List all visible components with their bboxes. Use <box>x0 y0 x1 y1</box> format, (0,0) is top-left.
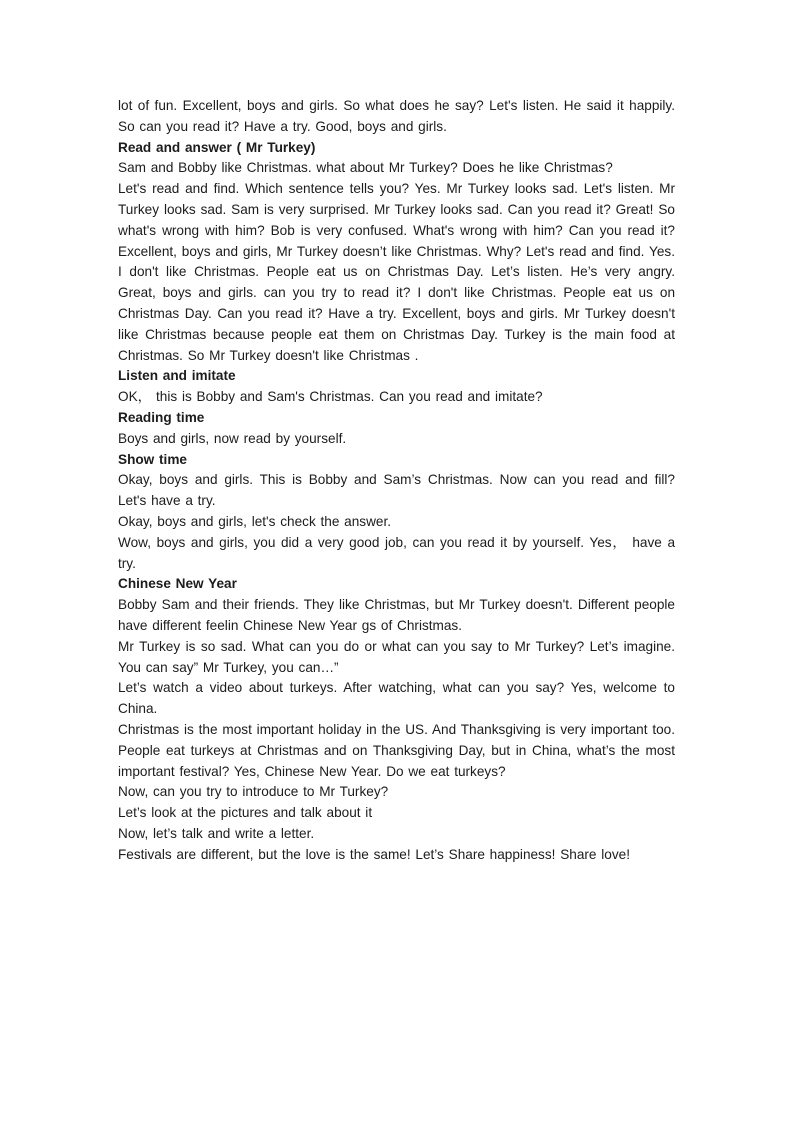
document-content <box>118 96 675 865</box>
paragraph: lot of fun. Excellent, boys and girls. So what does he say? Let's listen. He said it happily. So can you read it? Have a try. Good, boys and girls. <box>118 98 675 134</box>
paragraph: Boys and girls, now read by yourself. <box>118 430 347 446</box>
paragraph: Festivals are different, but the love is the same! Let’s Share happiness! Share love! <box>118 846 630 862</box>
paragraph: Now, can you try to introduce to Mr Turkey? <box>118 784 389 800</box>
paragraph: Sam and Bobby like Christmas. what about Mr Turkey? Does he like Christmas? <box>118 160 613 176</box>
paragraph: Bobby Sam and their friends. They like Christmas, but Mr Turkey doesn't. Different people have different feelin Chinese New Year gs of Christmas. <box>118 597 675 633</box>
paragraph: OK， this is Bobby and Sam's Christmas. Can you read and imitate? <box>118 389 543 405</box>
paragraph: Let’s watch a video about turkeys. After watching, what can you say? Yes, welcome to China. <box>118 680 675 717</box>
section-heading: Listen and imitate <box>118 368 236 384</box>
section-heading: Show time <box>118 451 187 467</box>
section-heading: Read and answer ( Mr Turkey) <box>118 139 316 155</box>
paragraph: Let’s look at the pictures and talk about it <box>118 805 373 821</box>
paragraph: Wow, boys and girls, you did a very good job, can you read it by yourself. Yes， have a try. <box>118 534 675 571</box>
paragraph: Okay, boys and girls. This is Bobby and Sam’s Christmas. Now can you read and fill? Let's have a try. <box>118 472 675 509</box>
paragraph: Christmas is the most important holiday in the US. And Thanksgiving is very important too. People eat turkeys at Christmas and on Thanksgiving Day, but in China, what’s the most important festival? Yes, Chinese New Year. Do we eat turkeys? <box>118 721 675 779</box>
paragraph: Okay, boys and girls, let's check the answer. <box>118 513 392 529</box>
section-heading: Reading time <box>118 409 205 425</box>
paragraph: Mr Turkey is so sad. What can you do or what can you say to Mr Turkey? Let’s imagine. You can say” Mr Turkey, you can…” <box>118 638 675 675</box>
paragraph: Now, let’s talk and write a letter. <box>118 825 315 841</box>
section-heading: Chinese New Year <box>118 576 237 592</box>
paragraph: Let's read and find. Which sentence tells you? Yes. Mr Turkey looks sad. Let's listen. Mr Turkey looks sad. Sam is very surprised. Mr Turkey looks sad. Can you read it? Great! So what's wrong with him? Bob is very confused. What's wrong with him? Can you read it? Excellent, boys and girls, Mr Turkey doesn’t like Christmas. Why? Let's read and find. Yes. I don't like Christmas. People eat us on Christmas Day. Let’s listen. He’s very angry. Great, boys and girls. can you try to read it? I don't like Christmas. People eat us on Christmas Day. Can you read it? Have a try. Excellent, boys and girls. Mr Turkey doesn't like Christmas because people eat them on Christmas Day. Turkey is the main food at Christmas. So Mr Turkey doesn't like Christmas . <box>118 181 675 363</box>
